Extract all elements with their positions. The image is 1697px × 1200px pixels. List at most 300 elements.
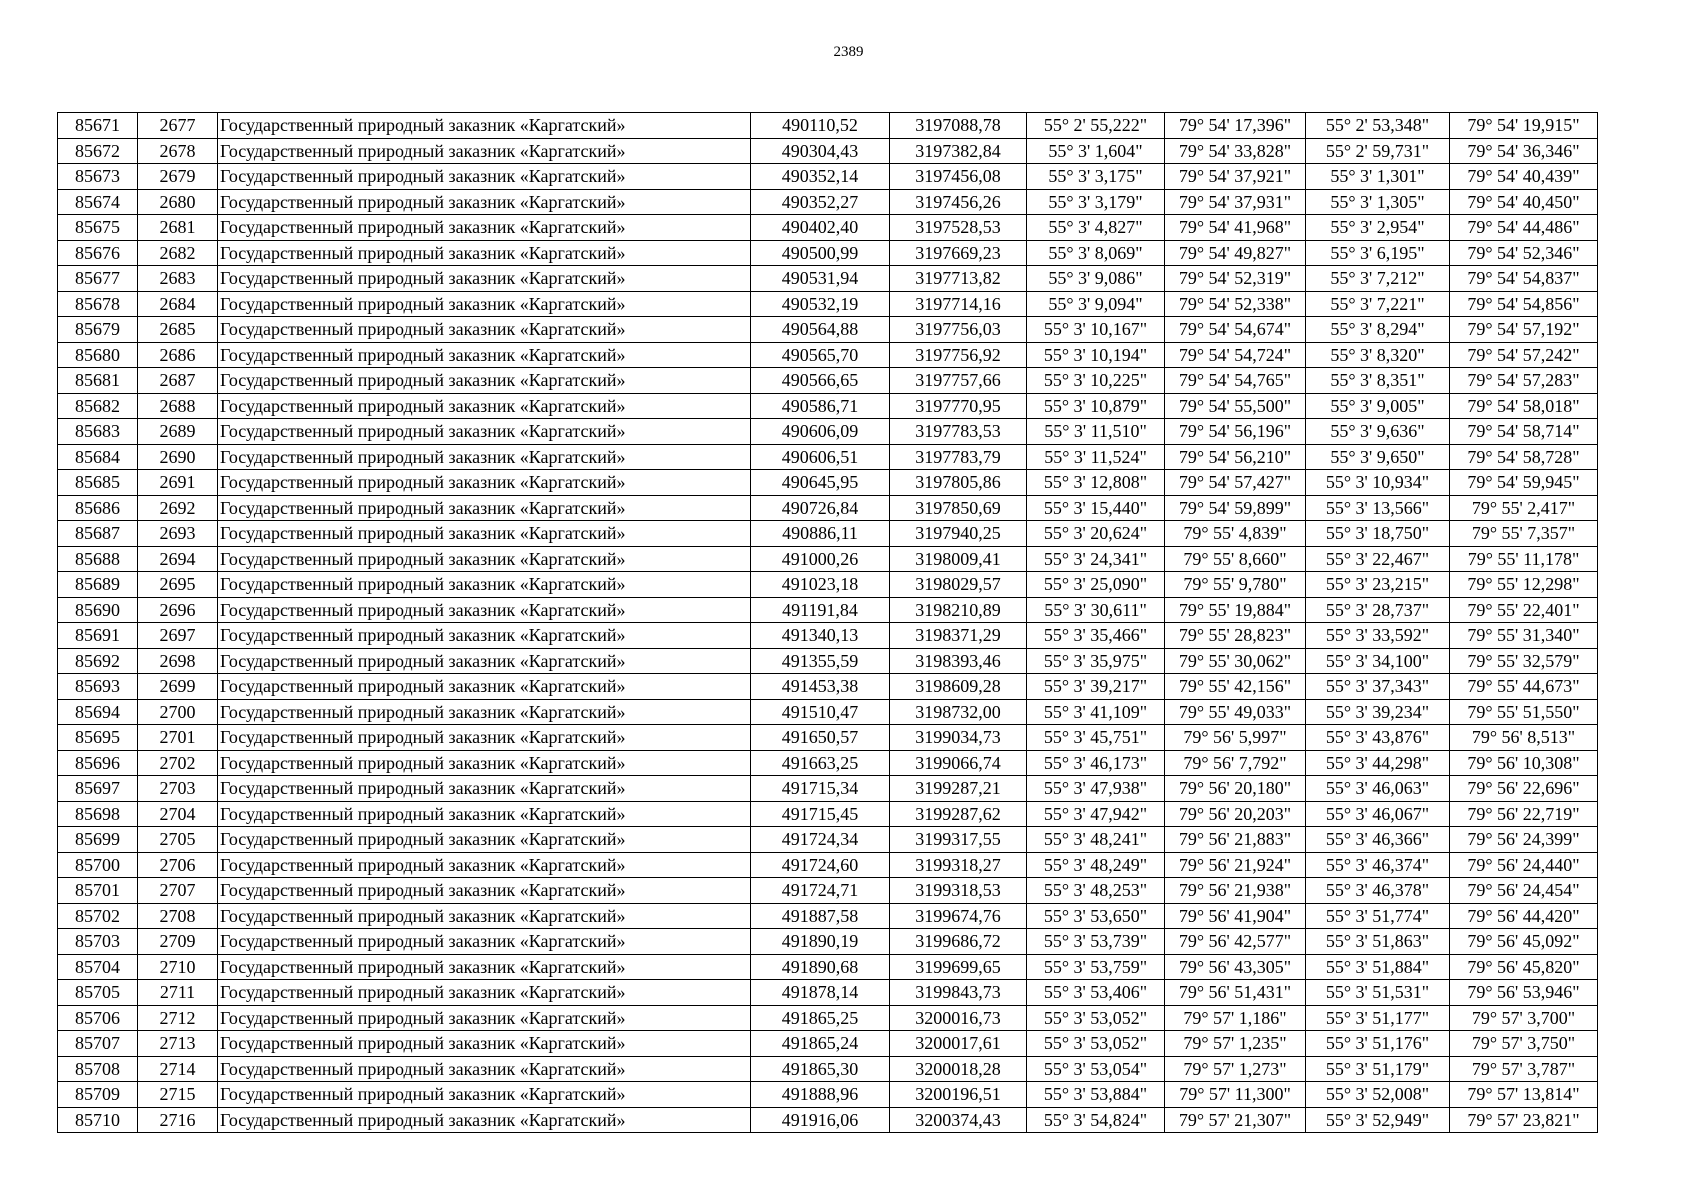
row-number-cell: 85710 [58,1107,138,1133]
x-coordinate-cell: 491650,57 [751,725,890,751]
longitude-1-cell: 79° 55' 8,660" [1165,546,1306,572]
longitude-1-cell: 79° 54' 37,921" [1165,164,1306,190]
longitude-2-cell: 79° 57' 13,814" [1450,1082,1598,1108]
longitude-2-cell: 79° 54' 58,728" [1450,444,1598,470]
longitude-1-cell: 79° 55' 49,033" [1165,699,1306,725]
latitude-1-cell: 55° 3' 10,194" [1027,342,1165,368]
table-row [58,368,1598,394]
point-number-cell: 2688 [138,393,218,419]
x-coordinate-cell: 490564,88 [751,317,890,343]
name-cell: Государственный природный заказник «Каргатский» [218,521,751,547]
latitude-1-cell: 55° 3' 53,739" [1027,929,1165,955]
table-row [58,776,1598,802]
x-coordinate-cell: 490500,99 [751,240,890,266]
name-cell: Государственный природный заказник «Каргатский» [218,725,751,751]
point-number-cell: 2686 [138,342,218,368]
longitude-2-cell: 79° 55' 51,550" [1450,699,1598,725]
longitude-2-cell: 79° 56' 24,399" [1450,827,1598,853]
y-coordinate-cell: 3197456,08 [890,164,1027,190]
name-cell: Государственный природный заказник «Каргатский» [218,572,751,598]
point-number-cell: 2696 [138,597,218,623]
y-coordinate-cell: 3197088,78 [890,113,1027,139]
latitude-1-cell: 55° 3' 35,975" [1027,648,1165,674]
name-cell: Государственный природный заказник «Каргатский» [218,444,751,470]
name-cell: Государственный природный заказник «Каргатский» [218,495,751,521]
row-number-cell: 85684 [58,444,138,470]
longitude-2-cell: 79° 54' 19,915" [1450,113,1598,139]
longitude-1-cell: 79° 54' 52,319" [1165,266,1306,292]
longitude-2-cell: 79° 55' 12,298" [1450,572,1598,598]
table-row [58,597,1598,623]
row-number-cell: 85683 [58,419,138,445]
latitude-2-cell: 55° 3' 51,774" [1306,903,1450,929]
point-number-cell: 2693 [138,521,218,547]
longitude-2-cell: 79° 54' 58,714" [1450,419,1598,445]
longitude-2-cell: 79° 57' 3,787" [1450,1056,1598,1082]
latitude-1-cell: 55° 3' 1,604" [1027,138,1165,164]
longitude-1-cell: 79° 56' 21,938" [1165,878,1306,904]
latitude-2-cell: 55° 3' 46,366" [1306,827,1450,853]
x-coordinate-cell: 491865,25 [751,1005,890,1031]
table-row [58,164,1598,190]
name-cell: Государственный природный заказник «Каргатский» [218,903,751,929]
table-row [58,954,1598,980]
row-number-cell: 85689 [58,572,138,598]
longitude-1-cell: 79° 56' 5,997" [1165,725,1306,751]
longitude-1-cell: 79° 55' 9,780" [1165,572,1306,598]
row-number-cell: 85681 [58,368,138,394]
y-coordinate-cell: 3198393,46 [890,648,1027,674]
table-row [58,317,1598,343]
latitude-1-cell: 55° 3' 47,938" [1027,776,1165,802]
table-row [58,1056,1598,1082]
latitude-2-cell: 55° 3' 43,876" [1306,725,1450,751]
longitude-1-cell: 79° 56' 51,431" [1165,980,1306,1006]
x-coordinate-cell: 491916,06 [751,1107,890,1133]
point-number-cell: 2699 [138,674,218,700]
latitude-1-cell: 55° 3' 30,611" [1027,597,1165,623]
latitude-2-cell: 55° 3' 9,650" [1306,444,1450,470]
y-coordinate-cell: 3197713,82 [890,266,1027,292]
row-number-cell: 85708 [58,1056,138,1082]
latitude-2-cell: 55° 3' 8,320" [1306,342,1450,368]
table-row [58,444,1598,470]
point-number-cell: 2694 [138,546,218,572]
name-cell: Государственный природный заказник «Каргатский» [218,419,751,445]
x-coordinate-cell: 491355,59 [751,648,890,674]
point-number-cell: 2708 [138,903,218,929]
x-coordinate-cell: 491663,25 [751,750,890,776]
y-coordinate-cell: 3197756,92 [890,342,1027,368]
name-cell: Государственный природный заказник «Каргатский» [218,801,751,827]
latitude-1-cell: 55° 2' 55,222" [1027,113,1165,139]
name-cell: Государственный природный заказник «Каргатский» [218,138,751,164]
point-number-cell: 2703 [138,776,218,802]
table-row [58,674,1598,700]
x-coordinate-cell: 490110,52 [751,113,890,139]
longitude-1-cell: 79° 57' 1,273" [1165,1056,1306,1082]
row-number-cell: 85707 [58,1031,138,1057]
longitude-2-cell: 79° 55' 11,178" [1450,546,1598,572]
longitude-2-cell: 79° 54' 36,346" [1450,138,1598,164]
row-number-cell: 85694 [58,699,138,725]
longitude-2-cell: 79° 56' 44,420" [1450,903,1598,929]
latitude-1-cell: 55° 3' 35,466" [1027,623,1165,649]
latitude-1-cell: 55° 3' 10,879" [1027,393,1165,419]
name-cell: Государственный природный заказник «Каргатский» [218,1082,751,1108]
row-number-cell: 85672 [58,138,138,164]
longitude-1-cell: 79° 57' 1,186" [1165,1005,1306,1031]
latitude-2-cell: 55° 3' 18,750" [1306,521,1450,547]
longitude-1-cell: 79° 54' 56,210" [1165,444,1306,470]
latitude-2-cell: 55° 3' 51,176" [1306,1031,1450,1057]
row-number-cell: 85680 [58,342,138,368]
name-cell: Государственный природный заказник «Каргатский» [218,470,751,496]
name-cell: Государственный природный заказник «Каргатский» [218,342,751,368]
y-coordinate-cell: 3199843,73 [890,980,1027,1006]
latitude-1-cell: 55° 3' 46,173" [1027,750,1165,776]
name-cell: Государственный природный заказник «Каргатский» [218,215,751,241]
latitude-1-cell: 55° 3' 3,175" [1027,164,1165,190]
row-number-cell: 85686 [58,495,138,521]
longitude-2-cell: 79° 56' 22,696" [1450,776,1598,802]
latitude-2-cell: 55° 3' 46,378" [1306,878,1450,904]
row-number-cell: 85705 [58,980,138,1006]
latitude-1-cell: 55° 3' 8,069" [1027,240,1165,266]
point-number-cell: 2700 [138,699,218,725]
longitude-2-cell: 79° 56' 10,308" [1450,750,1598,776]
row-number-cell: 85673 [58,164,138,190]
latitude-2-cell: 55° 3' 10,934" [1306,470,1450,496]
longitude-2-cell: 79° 55' 2,417" [1450,495,1598,521]
y-coordinate-cell: 3198029,57 [890,572,1027,598]
latitude-1-cell: 55° 3' 54,824" [1027,1107,1165,1133]
row-number-cell: 85702 [58,903,138,929]
x-coordinate-cell: 491724,60 [751,852,890,878]
longitude-2-cell: 79° 57' 3,750" [1450,1031,1598,1057]
latitude-1-cell: 55° 3' 48,249" [1027,852,1165,878]
name-cell: Государственный природный заказник «Каргатский» [218,674,751,700]
row-number-cell: 85687 [58,521,138,547]
point-number-cell: 2695 [138,572,218,598]
latitude-1-cell: 55° 3' 53,884" [1027,1082,1165,1108]
table-body [58,113,1598,1133]
x-coordinate-cell: 491000,26 [751,546,890,572]
table-row [58,725,1598,751]
point-number-cell: 2678 [138,138,218,164]
y-coordinate-cell: 3199287,21 [890,776,1027,802]
latitude-1-cell: 55° 3' 15,440" [1027,495,1165,521]
longitude-2-cell: 79° 54' 54,856" [1450,291,1598,317]
point-number-cell: 2705 [138,827,218,853]
name-cell: Государственный природный заказник «Каргатский» [218,623,751,649]
x-coordinate-cell: 491715,34 [751,776,890,802]
table-row [58,546,1598,572]
longitude-2-cell: 79° 55' 22,401" [1450,597,1598,623]
x-coordinate-cell: 491888,96 [751,1082,890,1108]
name-cell: Государственный природный заказник «Каргатский» [218,699,751,725]
x-coordinate-cell: 490402,40 [751,215,890,241]
latitude-2-cell: 55° 3' 46,374" [1306,852,1450,878]
x-coordinate-cell: 490606,51 [751,444,890,470]
name-cell: Государственный природный заказник «Каргатский» [218,1056,751,1082]
latitude-2-cell: 55° 2' 59,731" [1306,138,1450,164]
table-row [58,495,1598,521]
latitude-1-cell: 55° 3' 39,217" [1027,674,1165,700]
longitude-2-cell: 79° 56' 24,454" [1450,878,1598,904]
latitude-2-cell: 55° 3' 44,298" [1306,750,1450,776]
name-cell: Государственный природный заказник «Каргатский» [218,827,751,853]
longitude-2-cell: 79° 54' 40,439" [1450,164,1598,190]
x-coordinate-cell: 490352,14 [751,164,890,190]
row-number-cell: 85701 [58,878,138,904]
name-cell: Государственный природный заказник «Каргатский» [218,648,751,674]
latitude-2-cell: 55° 3' 28,737" [1306,597,1450,623]
point-number-cell: 2692 [138,495,218,521]
longitude-2-cell: 79° 55' 32,579" [1450,648,1598,674]
y-coordinate-cell: 3199686,72 [890,929,1027,955]
latitude-2-cell: 55° 3' 37,343" [1306,674,1450,700]
longitude-2-cell: 79° 56' 8,513" [1450,725,1598,751]
y-coordinate-cell: 3198210,89 [890,597,1027,623]
longitude-1-cell: 79° 57' 1,235" [1165,1031,1306,1057]
longitude-1-cell: 79° 56' 42,577" [1165,929,1306,955]
y-coordinate-cell: 3199034,73 [890,725,1027,751]
latitude-1-cell: 55° 3' 53,054" [1027,1056,1165,1082]
y-coordinate-cell: 3200018,28 [890,1056,1027,1082]
name-cell: Государственный природный заказник «Каргатский» [218,929,751,955]
table-row [58,750,1598,776]
y-coordinate-cell: 3197805,86 [890,470,1027,496]
y-coordinate-cell: 3197757,66 [890,368,1027,394]
name-cell: Государственный природный заказник «Каргатский» [218,597,751,623]
row-number-cell: 85692 [58,648,138,674]
latitude-1-cell: 55° 3' 45,751" [1027,725,1165,751]
y-coordinate-cell: 3200374,43 [890,1107,1027,1133]
row-number-cell: 85697 [58,776,138,802]
latitude-1-cell: 55° 3' 11,510" [1027,419,1165,445]
latitude-2-cell: 55° 3' 52,949" [1306,1107,1450,1133]
latitude-2-cell: 55° 3' 23,215" [1306,572,1450,598]
point-number-cell: 2680 [138,189,218,215]
table-row [58,801,1598,827]
longitude-1-cell: 79° 57' 21,307" [1165,1107,1306,1133]
longitude-2-cell: 79° 54' 58,018" [1450,393,1598,419]
row-number-cell: 85706 [58,1005,138,1031]
name-cell: Государственный природный заказник «Каргатский» [218,980,751,1006]
latitude-1-cell: 55° 3' 12,808" [1027,470,1165,496]
row-number-cell: 85691 [58,623,138,649]
latitude-2-cell: 55° 3' 7,212" [1306,266,1450,292]
row-number-cell: 85698 [58,801,138,827]
longitude-1-cell: 79° 54' 49,827" [1165,240,1306,266]
longitude-1-cell: 79° 56' 21,924" [1165,852,1306,878]
table-row [58,623,1598,649]
y-coordinate-cell: 3197770,95 [890,393,1027,419]
x-coordinate-cell: 490645,95 [751,470,890,496]
row-number-cell: 85688 [58,546,138,572]
point-number-cell: 2707 [138,878,218,904]
name-cell: Государственный природный заказник «Каргатский» [218,776,751,802]
table-row [58,903,1598,929]
name-cell: Государственный природный заказник «Каргатский» [218,291,751,317]
latitude-1-cell: 55° 3' 10,167" [1027,317,1165,343]
point-number-cell: 2679 [138,164,218,190]
point-number-cell: 2690 [138,444,218,470]
x-coordinate-cell: 491890,19 [751,929,890,955]
row-number-cell: 85676 [58,240,138,266]
point-number-cell: 2711 [138,980,218,1006]
name-cell: Государственный природный заказник «Каргатский» [218,368,751,394]
y-coordinate-cell: 3198732,00 [890,699,1027,725]
latitude-2-cell: 55° 3' 13,566" [1306,495,1450,521]
row-number-cell: 85690 [58,597,138,623]
row-number-cell: 85700 [58,852,138,878]
longitude-2-cell: 79° 56' 53,946" [1450,980,1598,1006]
name-cell: Государственный природный заказник «Каргатский» [218,750,751,776]
table-row [58,291,1598,317]
latitude-2-cell: 55° 3' 8,294" [1306,317,1450,343]
name-cell: Государственный природный заказник «Каргатский» [218,1031,751,1057]
x-coordinate-cell: 491890,68 [751,954,890,980]
x-coordinate-cell: 491724,71 [751,878,890,904]
latitude-1-cell: 55° 3' 48,241" [1027,827,1165,853]
latitude-2-cell: 55° 3' 1,301" [1306,164,1450,190]
longitude-1-cell: 79° 55' 19,884" [1165,597,1306,623]
longitude-2-cell: 79° 56' 45,820" [1450,954,1598,980]
latitude-2-cell: 55° 3' 46,063" [1306,776,1450,802]
latitude-2-cell: 55° 3' 1,305" [1306,189,1450,215]
latitude-1-cell: 55° 3' 53,406" [1027,980,1165,1006]
x-coordinate-cell: 491865,30 [751,1056,890,1082]
longitude-2-cell: 79° 54' 59,945" [1450,470,1598,496]
name-cell: Государственный природный заказник «Каргатский» [218,546,751,572]
longitude-1-cell: 79° 54' 41,968" [1165,215,1306,241]
longitude-1-cell: 79° 55' 42,156" [1165,674,1306,700]
longitude-2-cell: 79° 56' 24,440" [1450,852,1598,878]
x-coordinate-cell: 491510,47 [751,699,890,725]
longitude-1-cell: 79° 56' 21,883" [1165,827,1306,853]
point-number-cell: 2689 [138,419,218,445]
y-coordinate-cell: 3198371,29 [890,623,1027,649]
latitude-1-cell: 55° 3' 9,094" [1027,291,1165,317]
name-cell: Государственный природный заказник «Каргатский» [218,852,751,878]
point-number-cell: 2701 [138,725,218,751]
y-coordinate-cell: 3199066,74 [890,750,1027,776]
x-coordinate-cell: 491865,24 [751,1031,890,1057]
latitude-2-cell: 55° 3' 46,067" [1306,801,1450,827]
name-cell: Государственный природный заказник «Каргатский» [218,164,751,190]
x-coordinate-cell: 490531,94 [751,266,890,292]
longitude-1-cell: 79° 55' 30,062" [1165,648,1306,674]
latitude-2-cell: 55° 3' 2,954" [1306,215,1450,241]
longitude-2-cell: 79° 54' 40,450" [1450,189,1598,215]
row-number-cell: 85703 [58,929,138,955]
coordinates-table [57,112,1598,1133]
point-number-cell: 2713 [138,1031,218,1057]
table-row [58,980,1598,1006]
longitude-1-cell: 79° 56' 43,305" [1165,954,1306,980]
name-cell: Государственный природный заказник «Каргатский» [218,317,751,343]
point-number-cell: 2684 [138,291,218,317]
row-number-cell: 85677 [58,266,138,292]
latitude-1-cell: 55° 3' 24,341" [1027,546,1165,572]
longitude-1-cell: 79° 54' 52,338" [1165,291,1306,317]
longitude-1-cell: 79° 54' 33,828" [1165,138,1306,164]
latitude-1-cell: 55° 3' 20,624" [1027,521,1165,547]
table-row [58,827,1598,853]
name-cell: Государственный природный заказник «Каргатский» [218,878,751,904]
latitude-2-cell: 55° 3' 33,592" [1306,623,1450,649]
latitude-2-cell: 55° 3' 39,234" [1306,699,1450,725]
latitude-2-cell: 55° 3' 9,636" [1306,419,1450,445]
table-row [58,1005,1598,1031]
latitude-1-cell: 55° 3' 53,052" [1027,1005,1165,1031]
y-coordinate-cell: 3199287,62 [890,801,1027,827]
longitude-2-cell: 79° 57' 3,700" [1450,1005,1598,1031]
longitude-2-cell: 79° 54' 57,242" [1450,342,1598,368]
name-cell: Государственный природный заказник «Каргатский» [218,954,751,980]
point-number-cell: 2683 [138,266,218,292]
longitude-1-cell: 79° 56' 7,792" [1165,750,1306,776]
point-number-cell: 2710 [138,954,218,980]
x-coordinate-cell: 491724,34 [751,827,890,853]
x-coordinate-cell: 491878,14 [751,980,890,1006]
longitude-1-cell: 79° 56' 20,203" [1165,801,1306,827]
point-number-cell: 2687 [138,368,218,394]
x-coordinate-cell: 490586,71 [751,393,890,419]
longitude-2-cell: 79° 54' 52,346" [1450,240,1598,266]
point-number-cell: 2691 [138,470,218,496]
table-row [58,572,1598,598]
point-number-cell: 2681 [138,215,218,241]
longitude-1-cell: 79° 56' 20,180" [1165,776,1306,802]
latitude-2-cell: 55° 3' 51,884" [1306,954,1450,980]
point-number-cell: 2706 [138,852,218,878]
row-number-cell: 85704 [58,954,138,980]
point-number-cell: 2712 [138,1005,218,1031]
point-number-cell: 2685 [138,317,218,343]
row-number-cell: 85695 [58,725,138,751]
longitude-1-cell: 79° 54' 55,500" [1165,393,1306,419]
latitude-1-cell: 55° 3' 4,827" [1027,215,1165,241]
y-coordinate-cell: 3197850,69 [890,495,1027,521]
y-coordinate-cell: 3197382,84 [890,138,1027,164]
page-number: 2389 [833,44,864,60]
name-cell: Государственный природный заказник «Каргатский» [218,1005,751,1031]
point-number-cell: 2677 [138,113,218,139]
table-row [58,1107,1598,1133]
x-coordinate-cell: 490886,11 [751,521,890,547]
name-cell: Государственный природный заказник «Каргатский» [218,240,751,266]
longitude-1-cell: 79° 55' 4,839" [1165,521,1306,547]
x-coordinate-cell: 491715,45 [751,801,890,827]
table-row [58,699,1598,725]
y-coordinate-cell: 3197528,53 [890,215,1027,241]
longitude-1-cell: 79° 56' 41,904" [1165,903,1306,929]
table-row [58,215,1598,241]
table-row [58,419,1598,445]
table-row [58,929,1598,955]
y-coordinate-cell: 3200196,51 [890,1082,1027,1108]
longitude-1-cell: 79° 54' 59,899" [1165,495,1306,521]
row-number-cell: 85675 [58,215,138,241]
longitude-2-cell: 79° 54' 44,486" [1450,215,1598,241]
x-coordinate-cell: 491191,84 [751,597,890,623]
row-number-cell: 85674 [58,189,138,215]
x-coordinate-cell: 490352,27 [751,189,890,215]
table-row [58,240,1598,266]
